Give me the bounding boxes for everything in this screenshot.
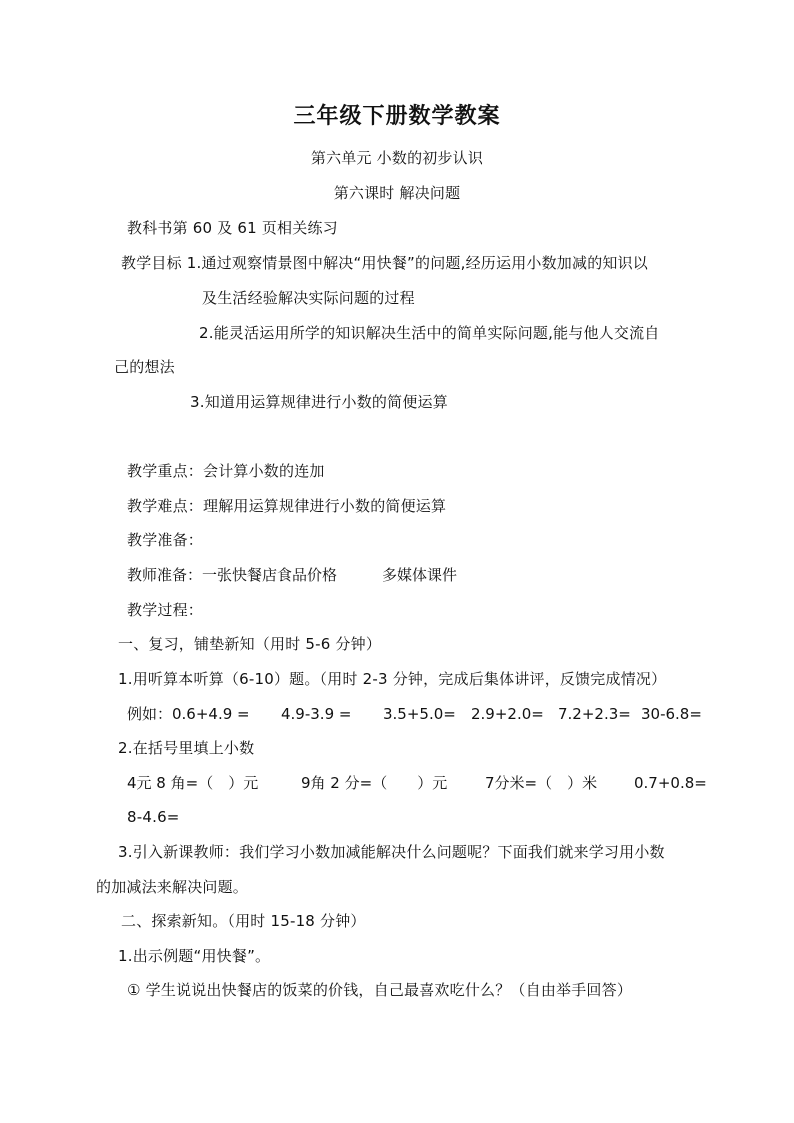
list-item-example: 1.出示例题“用快餐”。: [118, 947, 271, 965]
lesson-heading: 第六课时 解决问题: [333, 184, 461, 202]
section-heading-2: 二、探索新知。（用时 15-18 分钟）: [121, 912, 366, 930]
fill-in-continuation: 8-4.6=: [127, 808, 180, 826]
fill-in-question: 7分米=（ ）米: [485, 774, 598, 792]
fill-in-question: 9角 2 分=（ ）元: [301, 774, 448, 792]
example-expression: 30-6.8=: [641, 705, 702, 723]
example-expression: 2.9+2.0=: [471, 705, 544, 723]
teaching-goal-1-line-1: 教学目标 1.通过观察情景图中解决“用快餐”的问题,经历运用小数加减的知识以: [121, 254, 648, 272]
key-point: 教学重点：会计算小数的连加: [127, 462, 325, 480]
teacher-prep-item: 教师准备：一张快餐店食品价格: [127, 566, 338, 584]
teaching-goal-2-line-1: 2.能灵活运用所学的知识解决生活中的简单实际问题,能与他人交流自: [199, 324, 660, 342]
preparation-label: 教学准备：: [127, 531, 204, 549]
unit-heading: 第六单元 小数的初步认识: [310, 149, 484, 167]
list-item-3-line-1: 3.引入新课教师：我们学习小数加减能解决什么问题呢？下面我们就来学习用小数: [118, 843, 665, 861]
fill-in-row: [127, 773, 707, 793]
example-row: [127, 704, 707, 724]
teacher-preparation: [127, 565, 687, 585]
difficulty: 教学难点：理解用运算规律进行小数的简便运算: [127, 497, 447, 515]
teaching-goal-1-line-2: 及生活经验解决实际问题的过程: [202, 289, 415, 307]
page-title: 三年级下册数学教案: [293, 104, 501, 129]
sub-item-1: ① 学生说说出快餐店的饭菜的价钱，自己最喜欢吃什么？（自由举手回答）: [127, 981, 633, 999]
example-expression: 7.2+2.3=: [558, 705, 631, 723]
fill-in-question: 4元 8 角=（ ）元: [127, 774, 259, 792]
teaching-goal-2-line-2: 己的想法: [114, 358, 175, 376]
section-heading-1: 一、复习，铺垫新知（用时 5-6 分钟）: [118, 635, 382, 653]
example-expression: 4.9-3.9 =: [281, 705, 352, 723]
process-label: 教学过程：: [127, 601, 204, 619]
list-item-1: 1.用听算本听算（6-10）题。（用时 2-3 分钟，完成后集体讲评，反馈完成情况）: [118, 670, 667, 688]
teacher-prep-item: 多媒体课件: [382, 566, 458, 584]
example-expression: 例如：0.6+4.9 =: [127, 705, 250, 723]
textbook-reference: 教科书第 60 及 61 页相关练习: [127, 219, 338, 237]
example-expression: 3.5+5.0=: [383, 705, 456, 723]
fill-in-question: 0.7+0.8=: [634, 774, 707, 792]
list-item-3-line-2: 的加减法来解决问题。: [96, 878, 249, 896]
list-item-2: 2.在括号里填上小数: [118, 739, 255, 757]
teaching-goal-3: 3.知道用运算规律进行小数的简便运算: [190, 393, 448, 411]
